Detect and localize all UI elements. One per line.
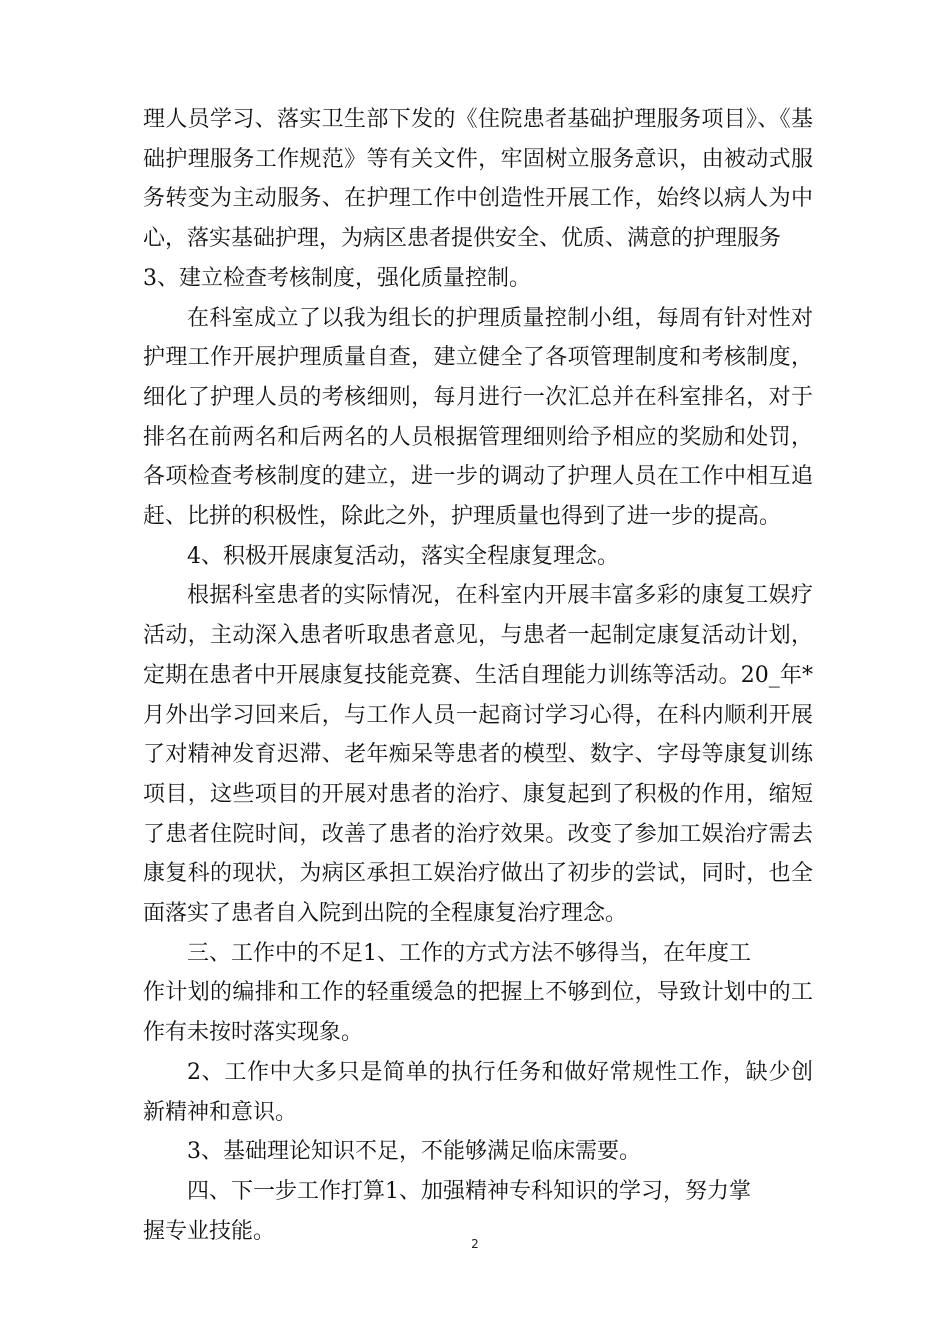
paragraph-3: 在科室成立了以我为组长的护理质量控制小组，每周有针对性对护理工作开展护理质量自查，建立健全了各项管理制度和考核制度，细化了护理人员的考核细则，每月进行一次汇总并在科室排名，对于排名在前两名和后两名的人员根据管理细则给予相应的奖励和处罚，各项检查考核制度的建立，进一步的调动了护理人员在工作中相互追赶、比拼的积极性，除此之外，护理质量也得到了进一步的提高。 [143, 305, 813, 530]
page-number: 2 [471, 1237, 479, 1251]
paragraph-6: 三、工作中的不足1、工作的方式方法不够得当，在年度工 [187, 940, 751, 966]
paragraph-2: 3、建立检查考核制度，强化质量控制。 [143, 265, 531, 291]
paragraph-4: 4、积极开展康复活动，落实全程康复理念。 [187, 543, 619, 569]
body-text [143, 100, 813, 1251]
paragraph-8: 2、工作中大多只是简单的执行任务和做好常规性工作，缺少创新精神和意识。 [143, 1059, 813, 1125]
paragraph-11: 握专业技能。 [143, 1218, 276, 1244]
paragraph-7: 作计划的编排和工作的轻重缓急的把握上不够到位，导致计划中的工作有未按时落实现象。 [143, 980, 813, 1046]
paragraph-10: 四、下一步工作打算1、加强精神专科知识的学习，努力掌 [187, 1178, 751, 1204]
paragraph-9: 3、基础理论知识不足，不能够满足临床需要。 [187, 1139, 641, 1165]
paragraph-1: 理人员学习、落实卫生部下发的《住院患者基础护理服务项目》、《基础护理服务工作规范》等有关文件，牢固树立服务意识，由被动式服务转变为主动服务、在护理工作中创造性开展工作，始终以病人为中心，落实基础护理，为病区患者提供安全、优质、满意的护理服务 [143, 107, 813, 252]
paragraph-5: 根据科室患者的实际情况，在科室内开展丰富多彩的康复工娱疗活动，主动深入患者听取患者意见，与患者一起制定康复活动计划，定期在患者中开展康复技能竞赛、生活自理能力训练等活动。20_年*月外出学习回来后，与工作人员一起商讨学习心得，在科内顺利开展了对精神发育迟滞、老年痴呆等患者的模型、数字、字母等康复训练项目，这些项目的开展对患者的治疗、康复起到了积极的作用，缩短了患者住院时间，改善了患者的治疗效果。改变了参加工娱治疗需去康复科的现状，为病区承担工娱治疗做出了初步的尝试，同时，也全面落实了患者自入院到出院的全程康复治疗理念。 [143, 583, 813, 927]
